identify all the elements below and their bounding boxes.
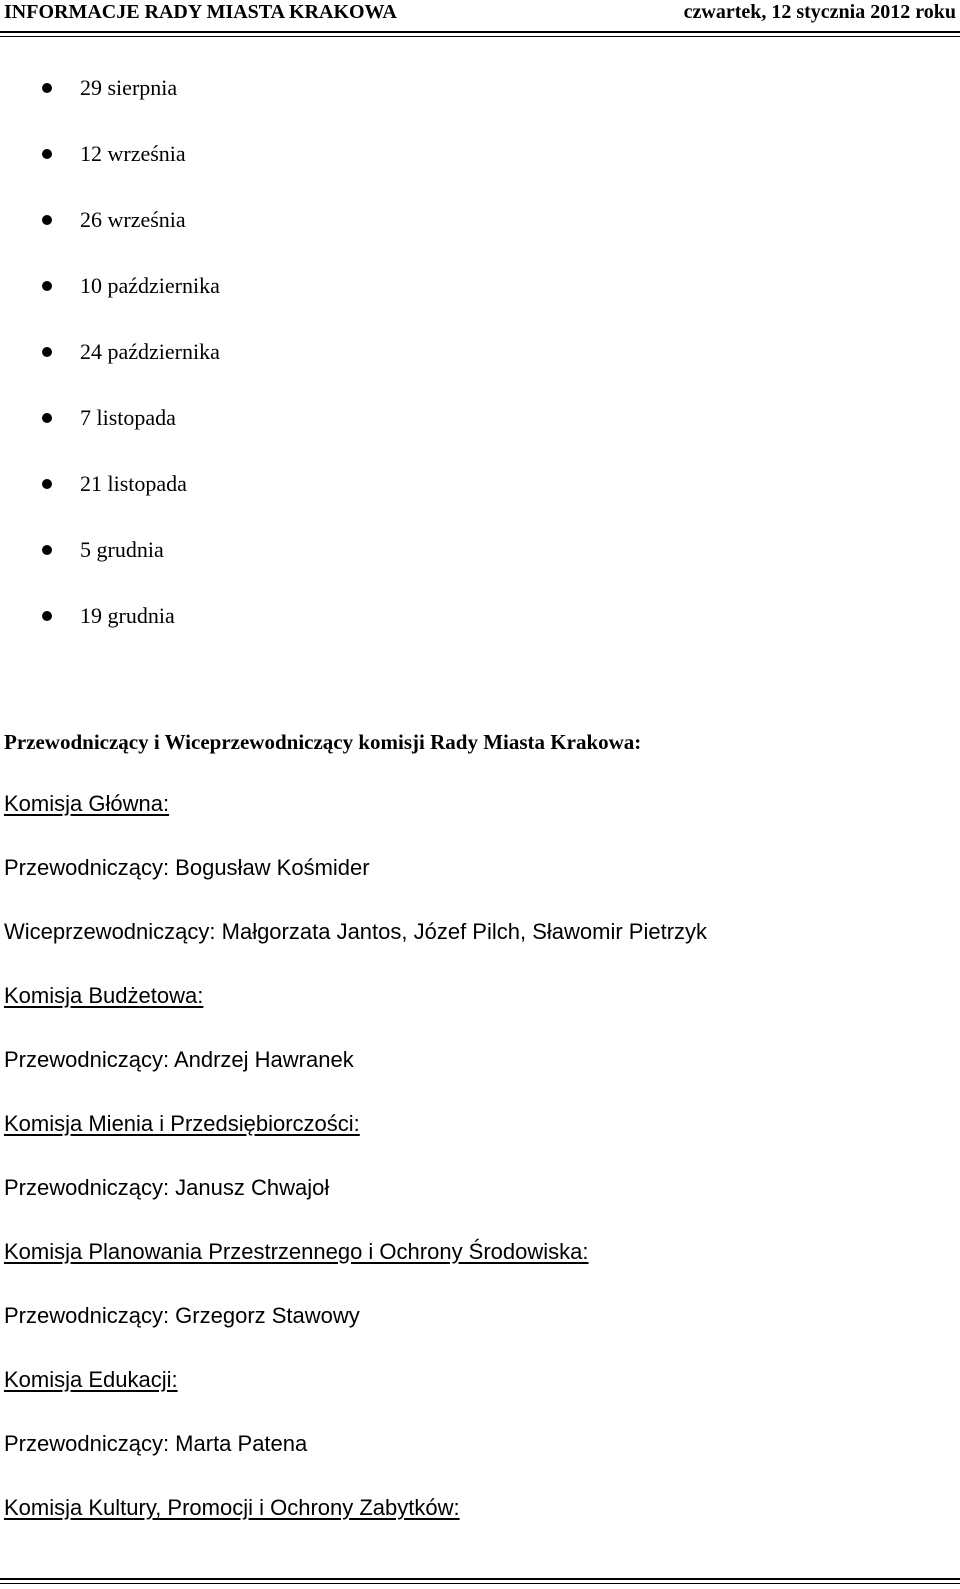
footer-rule-thin <box>0 1583 960 1584</box>
footer-rule-thick <box>0 1578 960 1580</box>
header-title: INFORMACJE RADY MIASTA KRAKOWA <box>4 1 397 23</box>
bullet-icon <box>42 149 52 159</box>
committee-heading: Komisja Budżetowa: <box>4 983 204 1008</box>
committee-member-line: Przewodniczący: Bogusław Kośmider <box>4 855 370 880</box>
session-date: 24 października <box>80 339 220 364</box>
session-date: 7 listopada <box>80 405 176 430</box>
session-date: 26 września <box>80 207 186 232</box>
header-rule-thin <box>0 36 960 37</box>
bullet-icon <box>42 545 52 555</box>
session-date: 21 listopada <box>80 471 187 496</box>
committee-member-line: Przewodniczący: Janusz Chwajoł <box>4 1175 330 1200</box>
committee-heading: Komisja Główna: <box>4 791 170 816</box>
bullet-icon <box>42 215 52 225</box>
committee-member-line: Przewodniczący: Marta Patena <box>4 1431 308 1456</box>
header-rule-thick <box>0 31 960 33</box>
bullet-icon <box>42 281 52 291</box>
session-date: 5 grudnia <box>80 537 164 562</box>
bullet-icon <box>42 347 52 357</box>
header-date: czwartek, 12 stycznia 2012 roku <box>683 1 956 23</box>
bullet-icon <box>42 479 52 489</box>
session-date: 12 września <box>80 141 186 166</box>
committee-heading: Komisja Mienia i Przedsiębiorczości: <box>4 1111 360 1136</box>
committee-list <box>4 784 707 1552</box>
bullet-icon <box>42 83 52 93</box>
committee-heading: Komisja Kultury, Promocji i Ochrony Zabytków: <box>4 1495 460 1520</box>
bullet-icon <box>42 611 52 621</box>
committee-heading: Komisja Edukacji: <box>4 1367 178 1392</box>
session-date: 29 sierpnia <box>80 75 178 100</box>
committee-member-line: Przewodniczący: Andrzej Hawranek <box>4 1047 354 1072</box>
committee-heading: Komisja Planowania Przestrzennego i Ochrony Środowiska: <box>4 1239 589 1264</box>
committee-member-line: Wiceprzewodniczący: Małgorzata Jantos, Józef Pilch, Sławomir Pietrzyk <box>4 919 708 944</box>
committee-member-line: Przewodniczący: Grzegorz Stawowy <box>4 1303 360 1328</box>
section-title: Przewodniczący i Wiceprzewodniczący komisji Rady Miasta Krakowa: <box>4 730 642 754</box>
session-date: 10 października <box>80 273 220 298</box>
bullet-icon <box>42 413 52 423</box>
session-date: 19 grudnia <box>80 603 175 628</box>
